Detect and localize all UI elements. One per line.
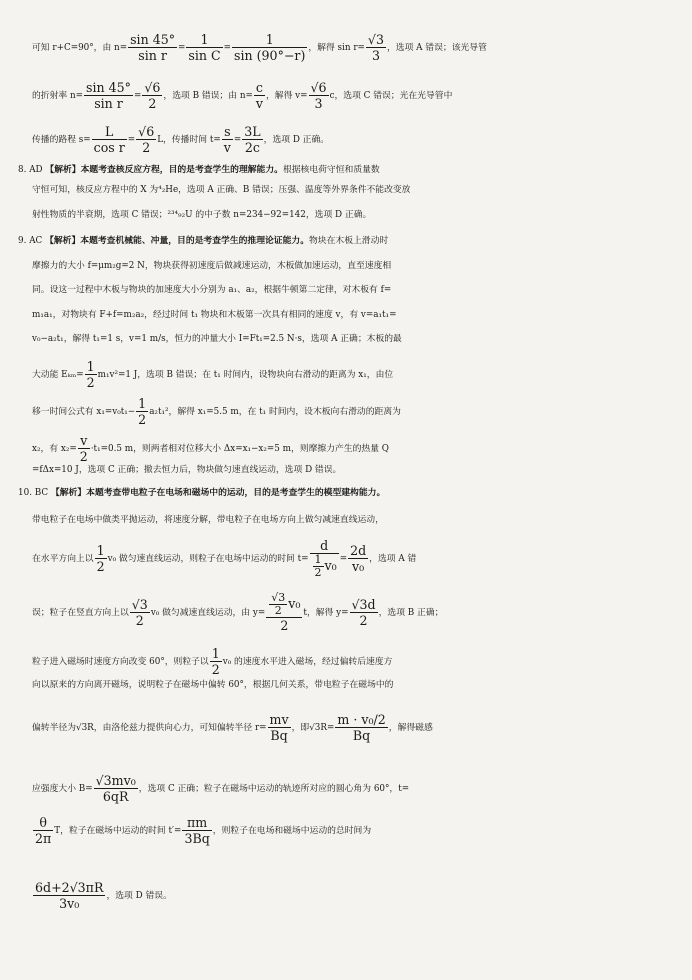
text-run: √3 (131, 597, 148, 612)
text-run: √3d (351, 597, 376, 612)
numerator (242, 124, 262, 140)
fraction-group (267, 712, 292, 743)
text-run: Bq (352, 728, 371, 743)
fraction-group (309, 538, 340, 579)
denominator (136, 412, 148, 427)
numerator (85, 359, 97, 375)
numerator (128, 32, 177, 48)
text-run: v (223, 140, 231, 155)
fraction-group (84, 359, 98, 390)
fraction (222, 124, 233, 155)
fraction (348, 543, 368, 574)
text-run: √6 (138, 124, 155, 139)
text-run: ，则粒子在电场和磁场中运动的总时间为 (212, 826, 372, 836)
text-run: v (80, 433, 88, 448)
text-line (0, 460, 692, 480)
numerator (33, 880, 105, 896)
text-run: v₀ 做匀速直线运动，则粒子在电场中运动的时间 t= (107, 554, 309, 564)
text-line (0, 712, 692, 743)
fraction (84, 80, 133, 111)
text-run: 2 (86, 375, 95, 390)
numerator (33, 815, 53, 831)
fraction-group (312, 553, 337, 579)
denominator (222, 140, 233, 155)
numerator (232, 32, 307, 48)
numerator (366, 32, 386, 48)
text-run: m · v₀/2 (337, 712, 386, 727)
text-run: 6d+2√3πR (35, 880, 104, 895)
text-run: m₁a₁，对物块有 F+f=m₂a₂，经过时间 t₁ 物块和木板第一次具有相同的速度 v，有 v=a₁t₁= (32, 310, 397, 320)
text-run: 2d (350, 543, 367, 558)
text-run: 带电粒子在电场中做类平抛运动，将速度分解，带电粒子在电场方向上做匀减速直线运动， (32, 515, 384, 525)
text-run: 向以原来的方向离开磁场，说明粒子在磁场中偏转 60°，根据几何关系，带电粒子在磁场中的 (32, 680, 394, 690)
fraction (128, 32, 177, 63)
text-run: ，解得 sin r= (308, 43, 365, 53)
numerator (350, 597, 378, 613)
text-run: 误；粒子在竖直方向上以 (32, 608, 129, 618)
fraction-group (185, 32, 223, 63)
text-run: s (224, 124, 231, 139)
text-run: v₀ 的速度水平进入磁场，经过偏转后速度方 (222, 657, 393, 667)
fraction (309, 80, 329, 111)
text-run: 射性物质的半衰期，选项 C 错误；²³⁴₉₂U 的中子数 n=234−92=142，选项 D 正确。 (32, 210, 372, 220)
fraction-group (365, 32, 387, 63)
fraction (95, 543, 107, 574)
text-run: ，选项 B 正确； (378, 608, 444, 618)
fraction-group (308, 80, 330, 111)
fraction (85, 359, 97, 390)
fraction-group (135, 396, 149, 427)
fraction (310, 538, 339, 579)
fraction (130, 597, 150, 628)
text-line (0, 483, 692, 503)
text-run: ，选项 A 错 (369, 554, 417, 564)
text-run: d (320, 538, 329, 553)
fraction (269, 592, 287, 617)
text-run: c，选项 C 错误；光在光导管中 (329, 91, 453, 101)
text-run: ，即√3R= (291, 723, 335, 733)
denominator (335, 728, 387, 743)
numerator (254, 80, 265, 96)
text-line (0, 538, 692, 579)
fraction (33, 815, 53, 846)
fraction-group (77, 433, 91, 464)
text-run: v (255, 96, 263, 111)
text-run: 可知 r+C=90°，由 n= (32, 43, 128, 53)
text-run: sin r (94, 96, 123, 111)
denominator (254, 96, 265, 111)
text-run: 大动能 Eₖₘ= (32, 370, 84, 380)
text-run: 1 (86, 359, 95, 374)
text-run: πm (186, 815, 208, 830)
analysis-heading: 【解析】本题考查带电粒子在电场和磁场中的运动，目的是考查学生的模型建构能力。 (50, 488, 386, 498)
denominator (266, 618, 302, 633)
fraction (210, 646, 222, 677)
text-run: 应强度大小 B= (32, 784, 93, 794)
text-run: ，选项 B 错误；由 n= (163, 91, 253, 101)
text-run: v₀ (288, 596, 301, 611)
text-run: 的折射率 n= (32, 91, 84, 101)
text-run: 1 (200, 32, 209, 47)
denominator (136, 140, 156, 155)
denominator (350, 613, 378, 628)
text-run: L，传播时间 t= (157, 135, 221, 145)
text-run: = (127, 135, 136, 145)
fraction-group (141, 80, 163, 111)
text-line (0, 773, 692, 804)
analysis-heading: 【解析】本题考查核反应方程，目的是考查学生的理解能力。 (45, 165, 283, 175)
text-run: 传播的路程 s= (32, 135, 91, 145)
text-run: 2 (96, 559, 105, 574)
fraction-group (241, 124, 263, 155)
denominator (92, 140, 127, 155)
text-run: ，解得磁感 (388, 723, 433, 733)
text-run: t，解得 y= (303, 608, 349, 618)
text-run: 2 (142, 140, 151, 155)
text-run: L (105, 124, 114, 139)
text-run: 2c (244, 140, 260, 155)
fraction-group (265, 591, 303, 633)
text-line (0, 396, 692, 427)
text-run: T，粒子在磁场中运动的时间 t′= (54, 826, 182, 836)
denominator (242, 140, 262, 155)
text-run: 10. BC (18, 488, 51, 498)
text-run: √6 (144, 80, 161, 95)
fraction (33, 880, 105, 911)
text-line (0, 592, 692, 633)
text-line (0, 124, 692, 155)
text-line (0, 32, 692, 63)
text-run: 2 (138, 412, 147, 427)
fraction (94, 773, 138, 804)
fraction-group (253, 80, 266, 111)
numerator (84, 80, 133, 96)
text-run: 同。设这一过程中木板与物块的加速度大小分别为 a₁、a₂，根据牛顿第二定律，对木板有 f= (32, 285, 392, 295)
text-run: mv (269, 712, 289, 727)
fraction-group (93, 773, 139, 804)
text-line (0, 231, 692, 251)
numerator (142, 80, 162, 96)
fraction (335, 712, 387, 743)
text-run: 1 (314, 553, 322, 566)
text-run: ，选项 D 错误。 (106, 891, 172, 901)
denominator (182, 831, 211, 846)
text-run: 3L (244, 124, 261, 139)
text-run: √6 (310, 80, 327, 95)
text-line (0, 646, 692, 677)
denominator (128, 48, 177, 63)
denominator (269, 605, 287, 617)
fraction (268, 712, 291, 743)
fraction (186, 32, 222, 63)
fraction (313, 554, 324, 579)
text-line (0, 160, 692, 180)
text-run: 3v₀ (59, 896, 80, 911)
fraction-group (94, 543, 108, 574)
fraction (142, 80, 162, 111)
text-run: √3 (367, 32, 384, 47)
text-run: = (133, 91, 142, 101)
fraction-group (209, 646, 223, 677)
text-line (0, 510, 692, 530)
text-run: v₀ (324, 558, 337, 573)
text-run: sin C (188, 48, 221, 63)
text-run: 物块在木板上滑动时 (309, 236, 389, 246)
text-run: 2 (79, 449, 88, 464)
text-run: 2 (211, 662, 220, 677)
text-run: ，解得 v= (265, 91, 308, 101)
fraction-group (349, 597, 379, 628)
text-line (0, 205, 692, 225)
denominator (348, 559, 368, 574)
text-run: 偏转半径为√3R，由洛伦兹力提供向心力，可知偏转半径 r= (32, 723, 267, 733)
numerator (136, 124, 156, 140)
text-run: 摩擦力的大小 f=μm₂g=2 N，物块获得初速度后做减速运动，木板做加速运动，直至速度相 (32, 261, 392, 271)
denominator (130, 613, 150, 628)
fraction-group (127, 32, 178, 63)
text-run: 2 (314, 566, 322, 579)
fraction (242, 124, 262, 155)
text-run: c (255, 80, 263, 95)
fraction-group (135, 124, 157, 155)
fraction (266, 592, 302, 633)
numerator (222, 124, 233, 140)
text-run: 3 (371, 48, 380, 63)
text-run: x₂，有 x₂= (32, 444, 77, 454)
text-line (0, 880, 692, 911)
text-line (0, 675, 692, 695)
text-run: 粒子进入磁场时速度方向改变 60°，则粒子以 (32, 657, 209, 667)
text-run: 移一时间公式有 x₁=v₀t₁− (32, 407, 136, 417)
text-run: 8. AD (18, 165, 46, 175)
text-run: 1 (211, 646, 220, 661)
text-run: = (339, 554, 348, 564)
denominator (94, 789, 138, 804)
fraction (232, 32, 307, 63)
numerator (94, 773, 138, 789)
text-run: v₀−a₂t₁，解得 t₁=1 s，v=1 m/s，恒力的冲量大小 I=Ft₁=2.5 N·s，选项 A 正确；木板的最 (32, 334, 402, 344)
text-run: =fΔx=10 J，选项 C 正确；撤去恒力后，物块做匀速直线运动，选项 D 错误。 (32, 465, 342, 475)
text-run: 9. AC (18, 236, 46, 246)
text-run: 守恒可知，核反应方程中的 X 为⁴₂He，选项 A 正确、B 错误；压强、温度等外界条件不能改变放 (32, 185, 411, 195)
text-run: √3mv₀ (95, 773, 136, 788)
text-run: 1 (265, 32, 274, 47)
numerator (266, 592, 302, 618)
numerator (268, 712, 291, 728)
text-line (0, 359, 692, 390)
text-run: m₁v²=1 J，选项 B 错误；在 t₁ 时间内，设物块向右滑动的距离为 x₁，由位 (97, 370, 394, 380)
numerator (182, 815, 211, 831)
denominator (366, 48, 386, 63)
denominator (85, 375, 97, 390)
denominator (33, 896, 105, 911)
text-run: 2 (135, 613, 144, 628)
text-line (0, 180, 692, 200)
numerator (309, 80, 329, 96)
numerator (348, 543, 368, 559)
numerator (78, 433, 90, 449)
denominator (84, 96, 133, 111)
denominator (142, 96, 162, 111)
fraction (182, 815, 211, 846)
fraction-group (221, 124, 234, 155)
fraction (350, 597, 378, 628)
text-run: cos r (93, 140, 125, 155)
numerator (130, 597, 150, 613)
fraction-group (334, 712, 388, 743)
text-line (0, 815, 692, 846)
text-run: 根据核电荷守恒和质量数 (282, 165, 380, 175)
text-run: 2π (35, 831, 52, 846)
numerator (136, 396, 148, 412)
numerator (210, 646, 222, 662)
numerator (310, 538, 339, 554)
fraction (136, 124, 156, 155)
text-run: 6qR (102, 789, 129, 804)
text-line (0, 80, 692, 111)
text-run: = (178, 43, 186, 53)
text-run: √3 (271, 591, 286, 604)
fraction (136, 396, 148, 427)
text-run: 2 (359, 613, 368, 628)
denominator (309, 96, 329, 111)
text-run: 在水平方向上以 (32, 554, 94, 564)
fraction (254, 80, 265, 111)
text-run: ，选项 D 正确。 (263, 135, 330, 145)
text-run: 2 (280, 618, 289, 633)
numerator (186, 32, 222, 48)
fraction-group (347, 543, 369, 574)
text-run: = (223, 43, 232, 53)
text-run: sin r (138, 48, 167, 63)
fraction (366, 32, 386, 63)
numerator (92, 124, 127, 140)
text-run: a₂t₁²，解得 x₁=5.5 m，在 t₁ 时间内，设木板向右滑动的距离为 (149, 407, 401, 417)
text-line (0, 280, 692, 300)
denominator (186, 48, 222, 63)
text-run: 1 (138, 396, 147, 411)
text-run: 2 (274, 604, 282, 617)
denominator (232, 48, 307, 63)
analysis-heading: 【解析】本题考查机械能、冲量，目的是考查学生的推理论证能力。 (45, 236, 309, 246)
denominator (95, 559, 107, 574)
denominator (313, 567, 324, 579)
text-run: Bq (270, 728, 288, 743)
fraction-group (129, 597, 151, 628)
text-run: ·t₁=0.5 m，则两者相对位移大小 Δx=x₁−x₂=5 m，则摩擦力产生的热量 Q (90, 444, 390, 454)
text-run: sin 45° (130, 32, 176, 47)
text-run: θ (39, 815, 47, 830)
text-line (0, 305, 692, 325)
denominator (33, 831, 53, 846)
text-line (0, 256, 692, 276)
text-run: v₀ (352, 559, 365, 574)
text-line (0, 329, 692, 349)
numerator (95, 543, 107, 559)
text-run: 3Bq (184, 831, 210, 846)
denominator (310, 554, 339, 579)
text-run: ，选项 A 错误；该光导管 (386, 43, 487, 53)
numerator (335, 712, 387, 728)
text-run: = (233, 135, 242, 145)
text-run: 3 (314, 96, 323, 111)
fraction (92, 124, 127, 155)
text-run: ，选项 C 正确；粒子在磁场中运动的轨迹所对应的圆心角为 60°，t= (138, 784, 410, 794)
text-run: v₀ 做匀减速直线运动，由 y= (150, 608, 266, 618)
fraction-group (268, 591, 301, 617)
fraction-group (83, 80, 134, 111)
text-run: sin 45° (86, 80, 131, 95)
text-run: 2 (148, 96, 157, 111)
text-run: 1 (96, 543, 105, 558)
fraction-group (91, 124, 128, 155)
text-run: sin (90°−r) (234, 48, 306, 63)
denominator (268, 728, 291, 743)
